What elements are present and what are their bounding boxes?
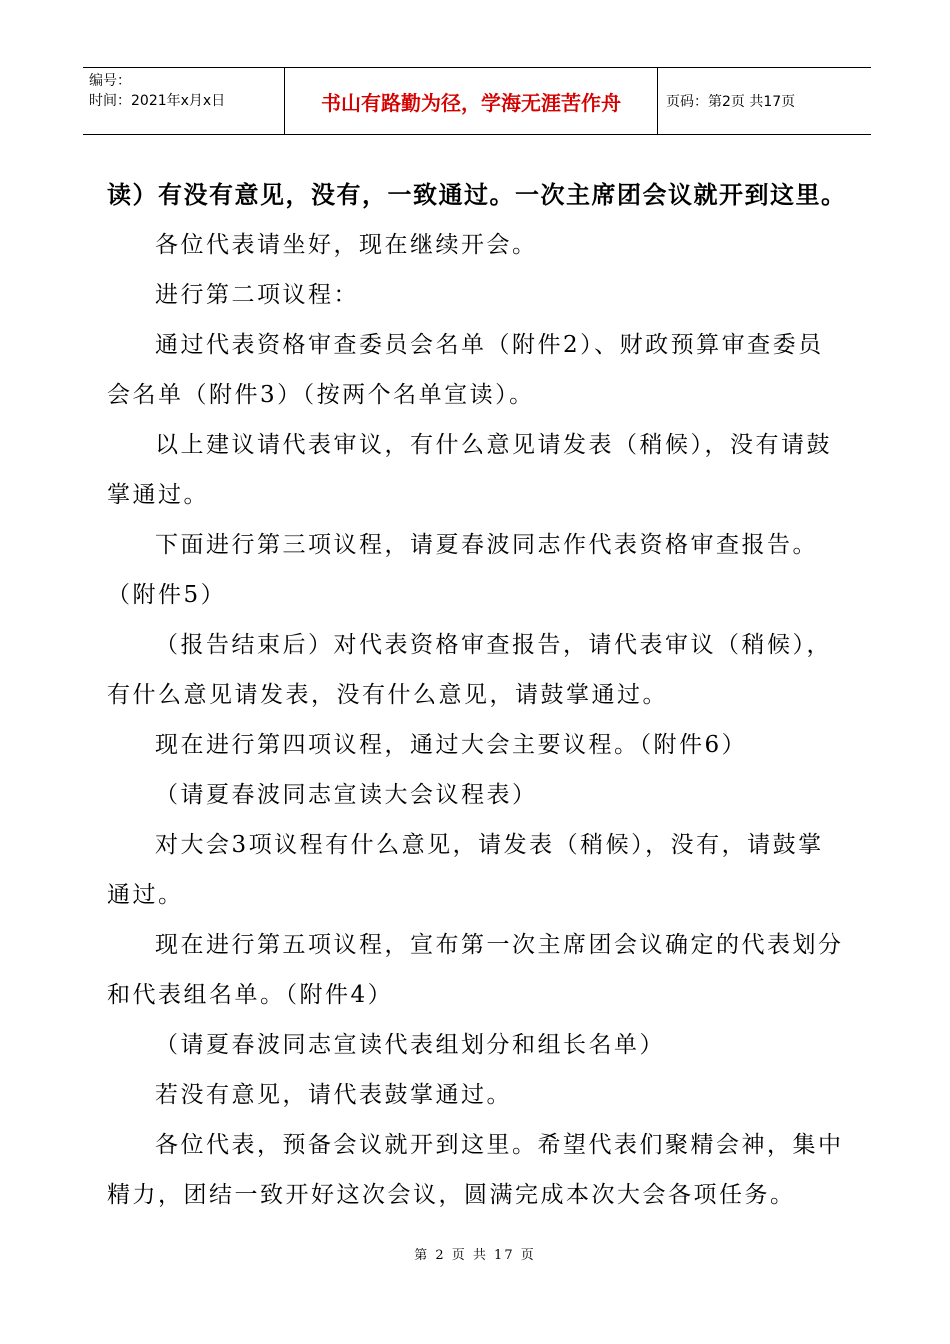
number-label: 编号： — [89, 73, 131, 89]
page-footer: 第 2 页 共 17 页 — [414, 1248, 536, 1263]
paragraph: 各位代表，预备会议就开到这里。希望代表们聚精会神，集中精力，团结一致开好这次会议，圆满完成本次大会各项任务。 — [107, 1132, 844, 1208]
paragraph: 现在进行第五项议程，宣布第一次主席团会议确定的代表划分和代表组名单。（附件4） — [107, 932, 844, 1008]
paragraph: 现在进行第四项议程，通过大会主要议程。（附件6） — [155, 732, 748, 758]
paragraph: 通过代表资格审查委员会名单（附件2）、财政预算审查委员会名单（附件3）（按两个名单宣读）。 — [107, 332, 824, 408]
header-motto: 书山有路勤为径，学海无涯苦作舟 — [285, 68, 658, 134]
paragraph: （请夏春波同志宣读大会议程表） — [155, 782, 538, 808]
header-meta — [83, 68, 285, 134]
header-page-info: 页码：第2页 共17页 — [666, 94, 796, 110]
paragraph: 读）有没有意见，没有，一致通过。一次主席团会议就开到这里。 — [107, 180, 847, 209]
paragraph: 进行第二项议程： — [155, 282, 359, 308]
paragraph: 各位代表请坐好，现在继续开会。 — [155, 232, 538, 258]
paragraph: 对大会3项议程有什么意见，请发表（稍候），没有，请鼓掌通过。 — [107, 832, 824, 908]
document-body — [107, 170, 847, 1220]
time-label: 时间：2021年x月x日 — [89, 93, 226, 109]
paragraph: （请夏春波同志宣读代表组划分和组长名单） — [155, 1032, 665, 1058]
page-header — [83, 67, 871, 135]
paragraph: 若没有意见，请代表鼓掌通过。 — [155, 1082, 512, 1108]
paragraph: 下面进行第三项议程，请夏春波同志作代表资格审查报告。（附件5） — [107, 532, 818, 608]
paragraph: 以上建议请代表审议，有什么意见请发表（稍候），没有请鼓掌通过。 — [107, 432, 832, 508]
paragraph: （报告结束后）对代表资格审查报告，请代表审议（稍候），有什么意见请发表，没有什么意见，请鼓掌通过。 — [107, 632, 832, 708]
